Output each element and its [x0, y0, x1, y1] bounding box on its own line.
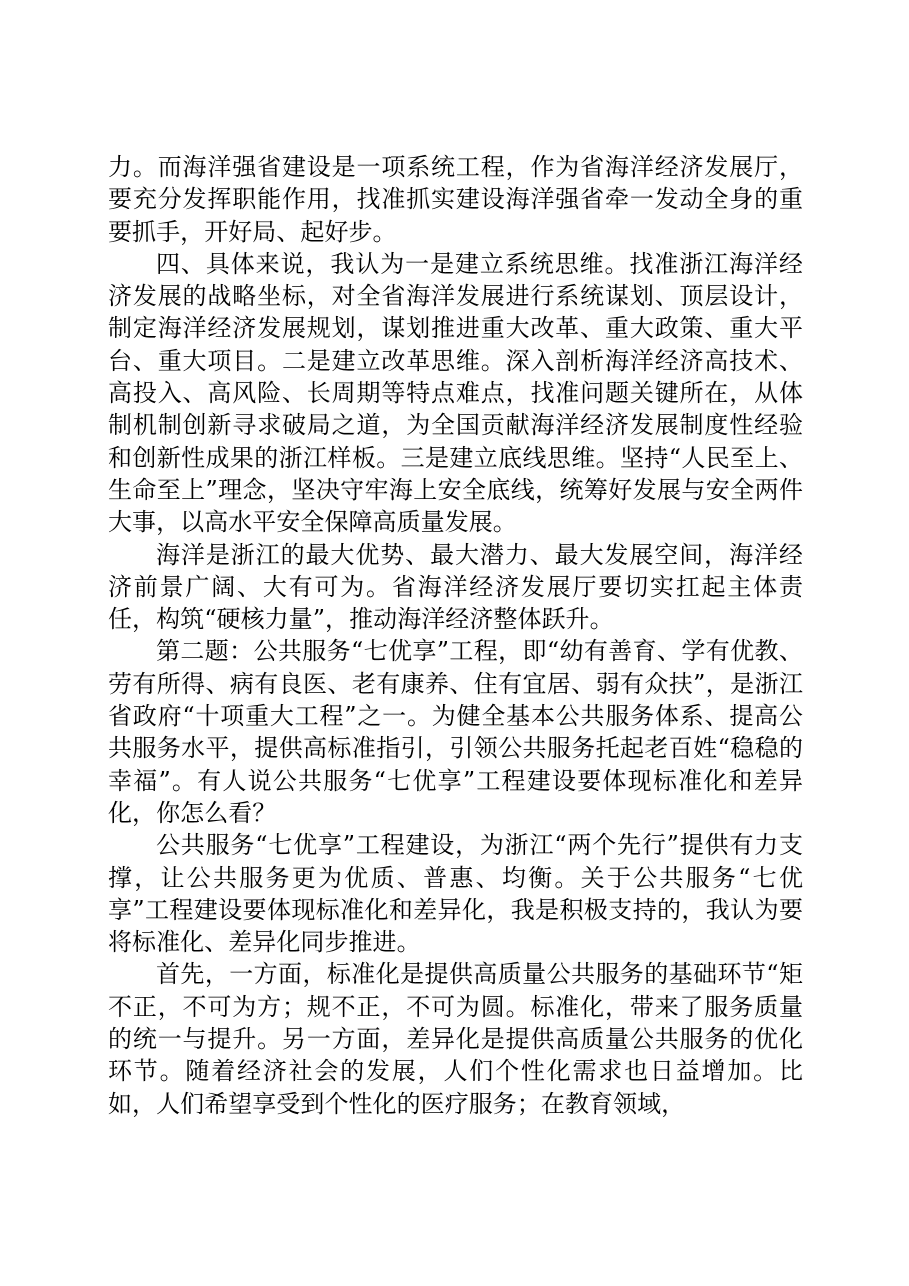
- paragraph-6: 首先，一方面，标准化是提供高质量公共服务的基础环节“矩不正，不可为方；规不正，不可为圆。标准化，带来了服务质量的统一与提升。另一方面，差异化是提供高质量公共服务的优化环节。随着经济社会的发展，人们个性化需求也日益增加。比如，人们希望享受到个性化的医疗服务；在教育领域，: [108, 960, 803, 1118]
- document-body: [108, 151, 803, 1120]
- paragraph-3: 海洋是浙江的最大优势、最大潜力、最大发展空间，海洋经济前景广阔、大有可为。省海洋经济发展厅要切实扛起主体责任，构筑“硬核力量”，推动海洋经济整体跃升。: [108, 540, 803, 634]
- paragraph-5: 公共服务“七优享”工程建设，为浙江“两个先行”提供有力支撑，让公共服务更为优质、普惠、均衡。关于公共服务“七优享”工程建设要体现标准化和差异化，我是积极支持的，我认为要将标准化、差异化同步推进。: [108, 831, 803, 957]
- paragraph-2: 四、具体来说，我认为一是建立系统思维。找准浙江海洋经济发展的战略坐标，对全省海洋发展进行系统谋划、顶层设计，制定海洋经济发展规划，谋划推进重大改革、重大政策、重大平台、重大项目。二是建立改革思维。深入剖析海洋经济高技术、高投入、高风险、长周期等特点难点，找准问题关键所在，从体制机制创新寻求破局之道，为全国贡献海洋经济发展制度性经验和创新性成果的浙江样板。三是建立底线思维。坚持“人民至上、生命至上”理念，坚决守牢海上安全底线，统筹好发展与安全两件大事，以高水平安全保障高质量发展。: [108, 249, 803, 537]
- paragraph-4: 第二题：公共服务“七优享”工程，即“幼有善育、学有优教、劳有所得、病有良医、老有康养、住有宜居、弱有众扶”，是浙江省政府“十项重大工程”之一。为健全基本公共服务体系、提高公共服务水平，提供高标准指引，引领公共服务托起老百姓“稳稳的幸福”。有人说公共服务“七优享”工程建设要体现标准化和差异化，你怎么看？: [108, 637, 803, 827]
- paragraph-1: 力。而海洋强省建设是一项系统工程，作为省海洋经济发展厅，要充分发挥职能作用，找准抓实建设海洋强省牵一发动全身的重要抓手，开好局、起好步。: [108, 153, 803, 246]
